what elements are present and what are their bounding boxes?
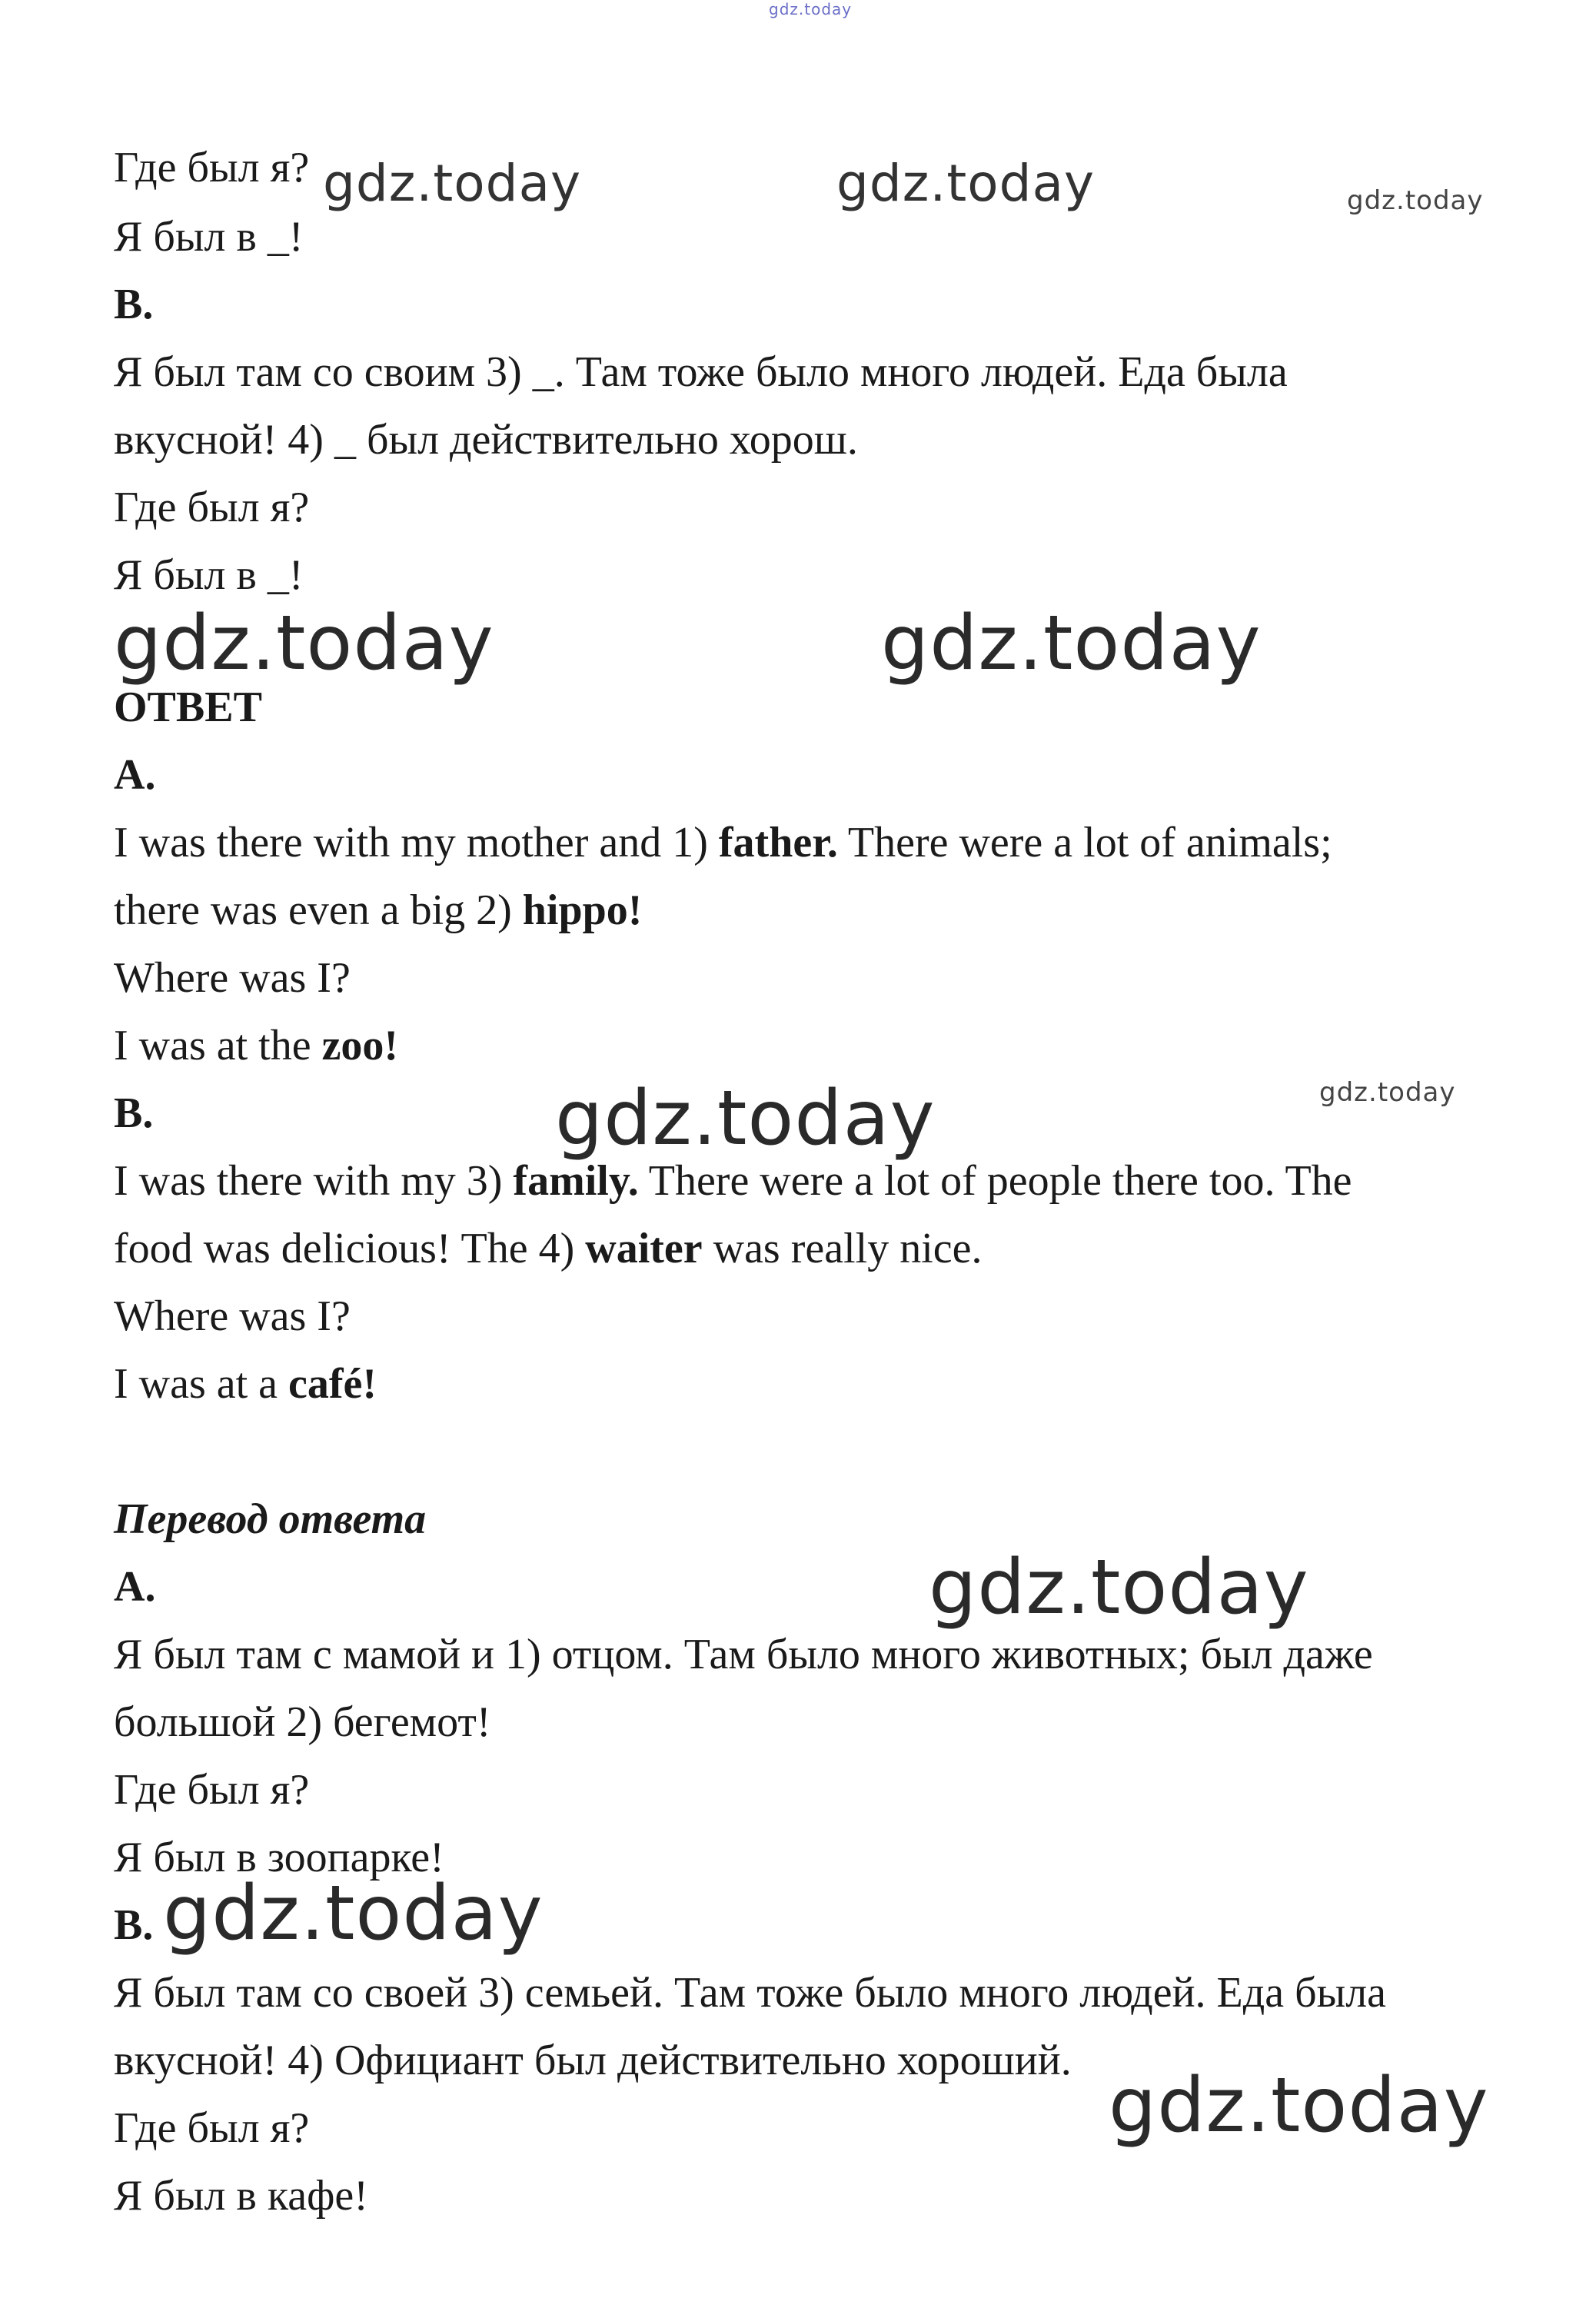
answer-word-cafe: café! xyxy=(288,1360,377,1408)
exercise-question-2: Где был я? xyxy=(114,484,310,531)
translation-a-where: Где был я? xyxy=(114,1766,310,1814)
watermark-top: gdz.today xyxy=(769,0,853,18)
watermark: gdz.today xyxy=(1347,185,1484,216)
answer-b-line2 xyxy=(114,1224,982,1273)
watermark: gdz.today xyxy=(1319,1077,1456,1108)
answer-a-line1-post: There were a lot of animals; xyxy=(837,819,1332,866)
answer-b-answer xyxy=(114,1359,377,1408)
answer-word-family: family. xyxy=(513,1157,639,1205)
watermark: gdz.today xyxy=(555,1075,936,1162)
answer-b-line1-post: There were a lot of people there too. The xyxy=(638,1157,1352,1205)
answer-b-answer-pre: I was at a xyxy=(114,1360,289,1408)
watermark: gdz.today xyxy=(163,1870,544,1957)
translation-heading: Перевод ответа xyxy=(114,1495,427,1543)
translation-a-line1: Я был там с мамой и 1) отцом. Там было много животных; был даже xyxy=(114,1631,1373,1678)
exercise-b-line2: вкусной! 4) _ был действительно хорош. xyxy=(114,416,858,464)
translation-b-where: Где был я? xyxy=(114,2104,310,2152)
answer-b-line2-pre: food was delicious! The 4) xyxy=(114,1225,586,1272)
translation-b-answer: Я был в кафе! xyxy=(114,2172,368,2220)
answer-word-zoo: zoo! xyxy=(321,1022,399,1069)
translation-a-answer: Я был в зоопарке! xyxy=(114,1834,444,1881)
answer-b-line1-pre: I was there with my 3) xyxy=(114,1157,514,1205)
answer-word-father: father. xyxy=(718,819,838,866)
translation-b-line2: вкусной! 4) Официант был действительно хороший. xyxy=(114,2037,1072,2084)
translation-a-label: A. xyxy=(114,1563,156,1611)
answer-b-line1 xyxy=(114,1156,1352,1206)
answer-heading: ОТВЕТ xyxy=(114,683,262,731)
exercise-b-line1: Я был там со своим 3) _. Там тоже было много людей. Еда была xyxy=(114,348,1288,396)
watermark: gdz.today xyxy=(1109,2062,1489,2150)
answer-word-waiter: waiter xyxy=(585,1225,703,1272)
answer-b-label: B. xyxy=(114,1089,154,1137)
exercise-b-label: B. xyxy=(114,281,154,328)
answer-b-line2-post: was really nice. xyxy=(702,1225,983,1272)
answer-a-line1-pre: I was there with my mother and 1) xyxy=(114,819,719,866)
answer-a-label: A. xyxy=(114,751,156,799)
exercise-question-1: Где был я? xyxy=(114,144,310,191)
exercise-answer-2: Я был в _! xyxy=(114,551,304,599)
watermark: gdz.today xyxy=(929,1544,1309,1631)
translation-b-line1: Я был там со своей 3) семьей. Там тоже было много людей. Еда была xyxy=(114,1969,1387,2017)
translation-a-line2: большой 2) бегемот! xyxy=(114,1698,491,1746)
answer-a-answer xyxy=(114,1021,398,1070)
answer-a-line1 xyxy=(114,818,1332,867)
watermark: gdz.today xyxy=(836,154,1096,213)
exercise-answer-1: Я был в _! xyxy=(114,213,304,261)
answer-a-line2 xyxy=(114,886,642,935)
watermark: gdz.today xyxy=(114,600,494,687)
answer-a-where: Where was I? xyxy=(114,954,351,1002)
translation-b-label: B. xyxy=(114,1901,154,1949)
answer-b-where: Where was I? xyxy=(114,1292,351,1340)
watermark: gdz.today xyxy=(881,600,1262,687)
answer-a-line2-pre: there was even a big 2) xyxy=(114,886,523,934)
answer-word-hippo: hippo! xyxy=(522,886,643,934)
answer-a-answer-pre: I was at the xyxy=(114,1022,322,1069)
watermark: gdz.today xyxy=(323,154,582,213)
